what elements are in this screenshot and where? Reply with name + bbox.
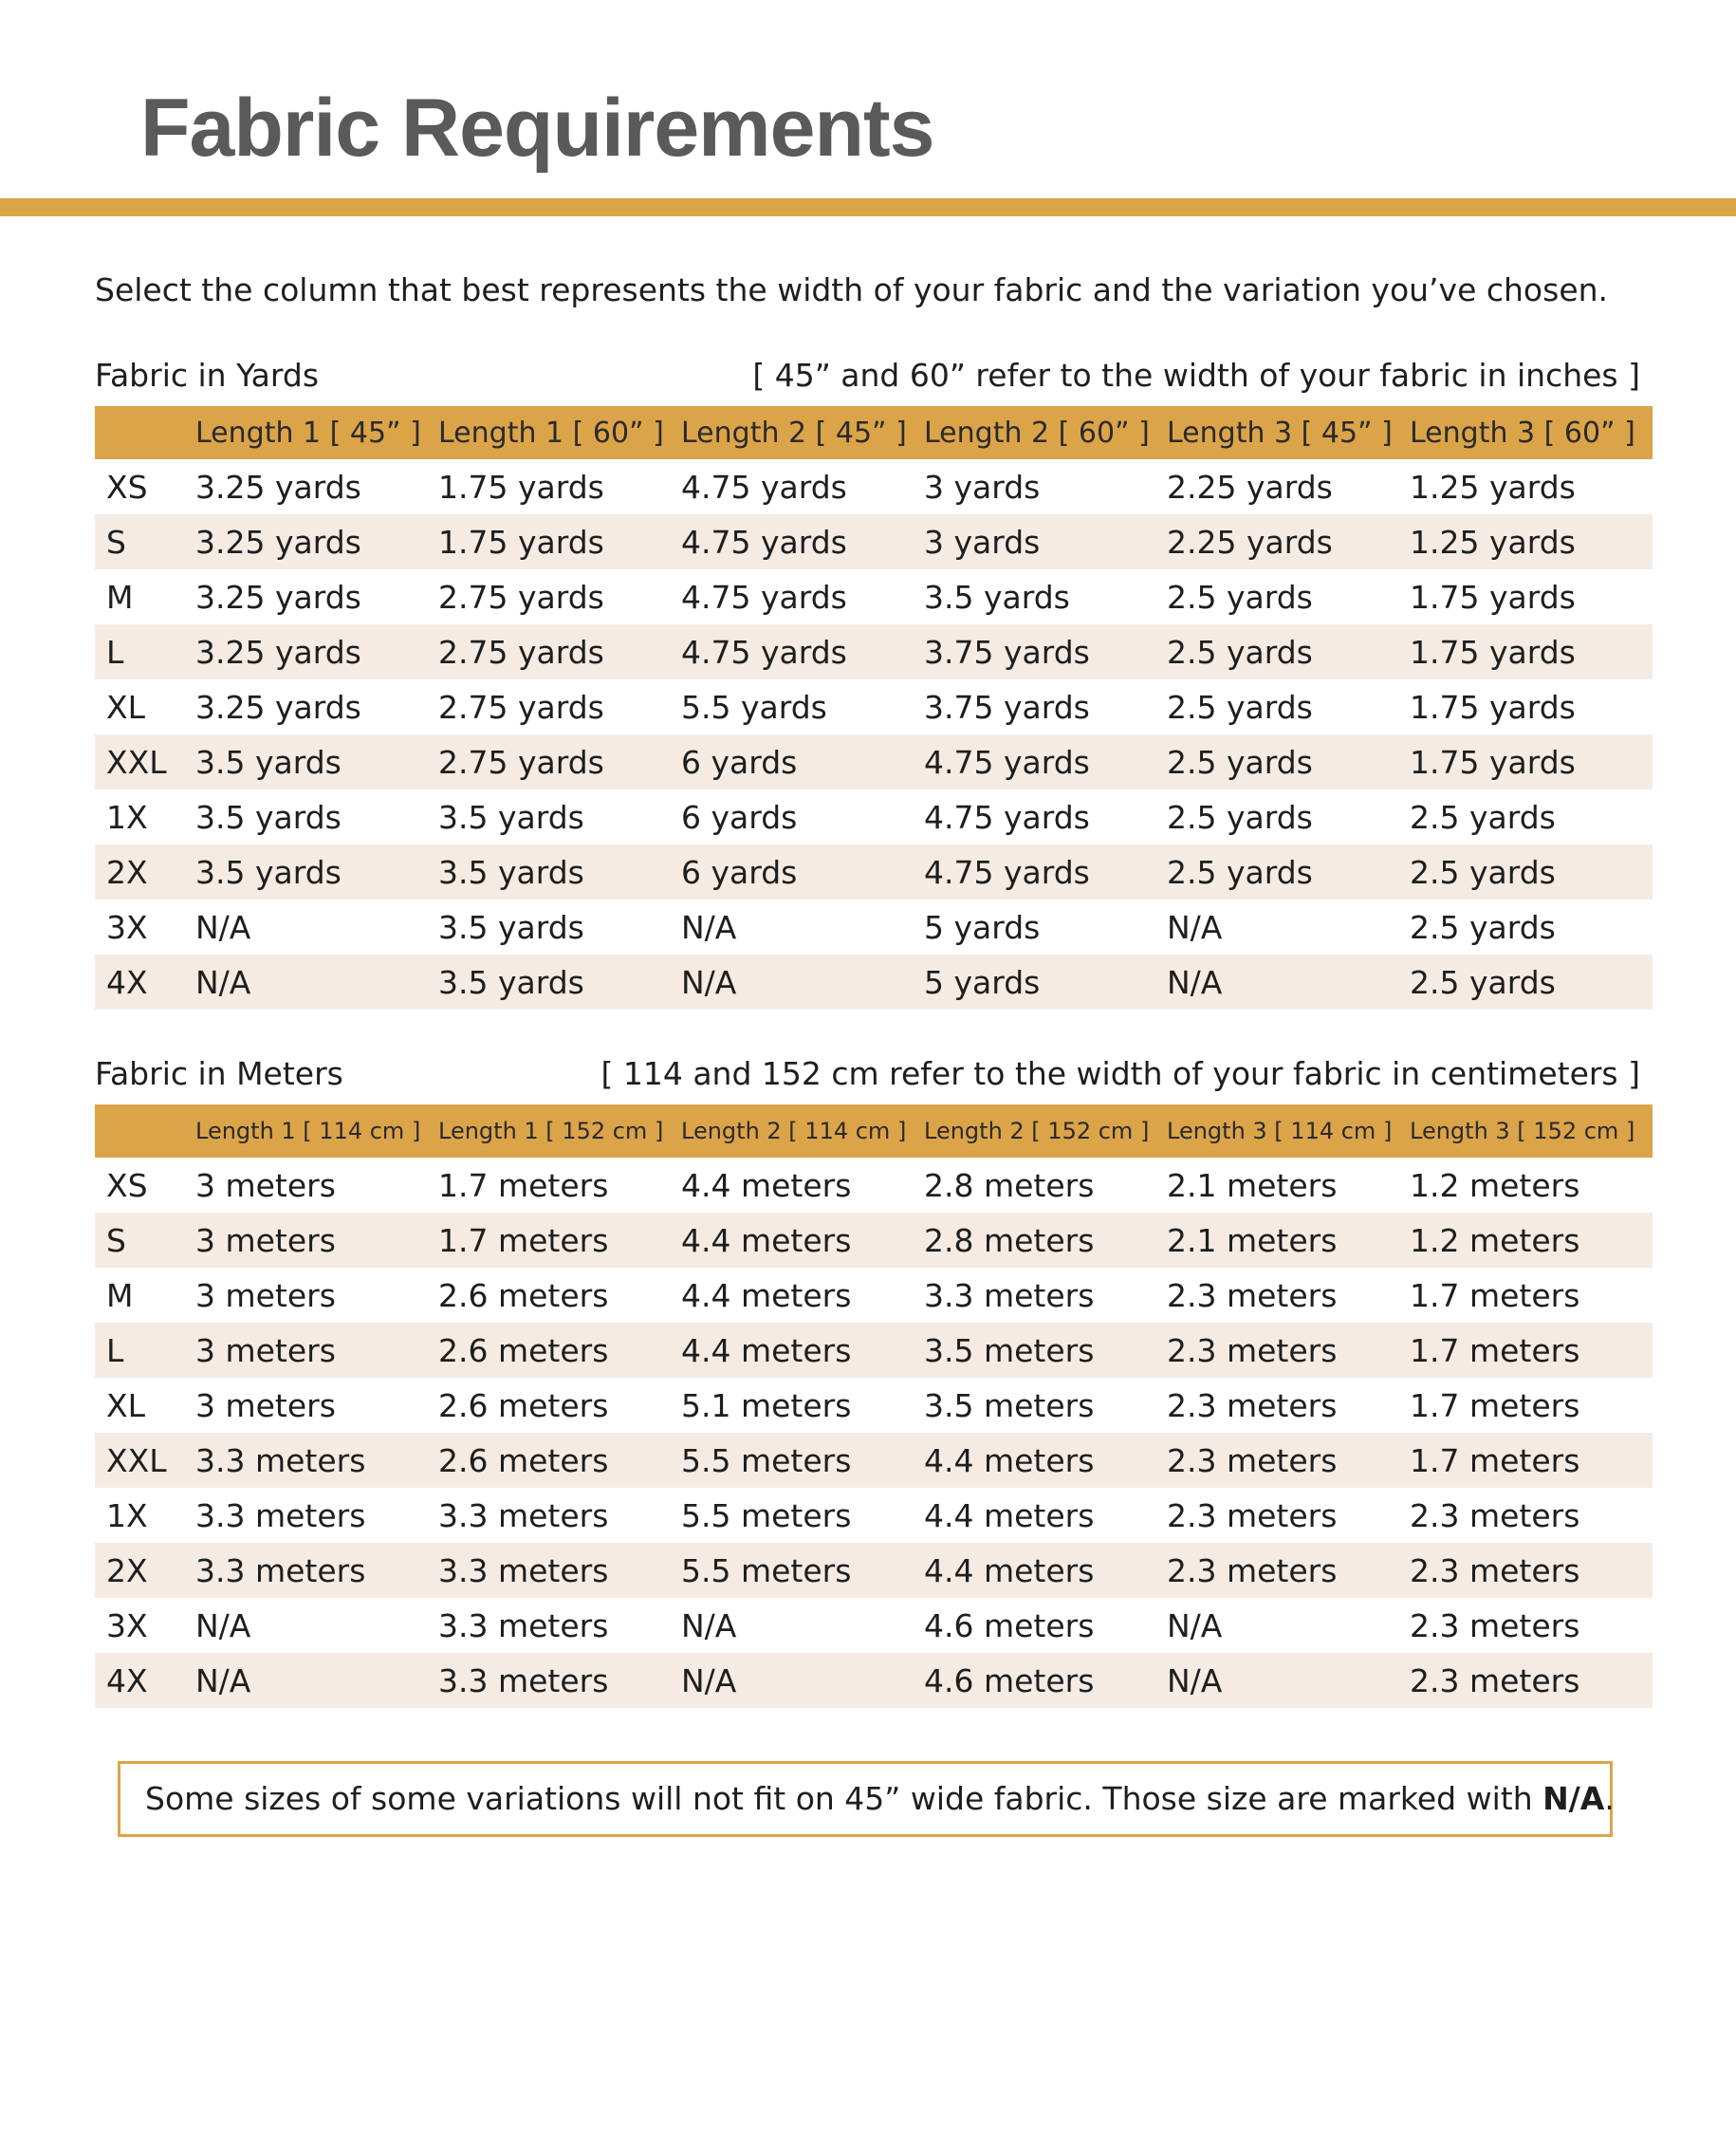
- table-row: [95, 1433, 1653, 1488]
- value-cell: N/A: [195, 1606, 251, 1644]
- value-cell: 1.75 yards: [1410, 688, 1576, 726]
- value-cell: 2.25 yards: [1167, 514, 1410, 569]
- table-row: [95, 844, 1653, 900]
- value-cell: 4.75 yards: [681, 468, 847, 506]
- value-cell: 4.4 meters: [681, 1323, 924, 1378]
- value-cell: 2.6 meters: [438, 1433, 681, 1488]
- value-cell: 3 meters: [195, 1276, 336, 1314]
- value-cell: 4.75 yards: [924, 734, 1167, 789]
- value-cell: 1.75 yards: [1410, 624, 1653, 679]
- value-cell: 2.5 yards: [1167, 734, 1410, 789]
- value-cell: 2.3 meters: [1167, 1543, 1410, 1598]
- value-cell: 4.75 yards: [681, 578, 847, 616]
- value-cell: 4.75 yards: [681, 624, 924, 679]
- value-cell: 2.3 meters: [1410, 1496, 1580, 1534]
- value-cell: 2.3 meters: [1410, 1606, 1580, 1644]
- value-cell: N/A: [195, 908, 251, 946]
- value-cell: 2.1 meters: [1167, 1166, 1338, 1204]
- column-header: Length 3 [ 60” ]: [1410, 406, 1653, 459]
- value-cell: 3.5 yards: [195, 798, 342, 836]
- value-cell: 3.5 yards: [438, 955, 681, 1010]
- notice-emphasis: N/A: [1542, 1780, 1605, 1817]
- column-header: Length 3 [ 45” ]: [1167, 406, 1410, 459]
- value-cell: 2.6 meters: [438, 1386, 609, 1424]
- value-cell: 2.5 yards: [1410, 844, 1653, 900]
- table-row: [95, 1323, 1653, 1378]
- value-cell: 3.5 yards: [924, 578, 1070, 616]
- table-row: [95, 624, 1653, 679]
- size-cell: S: [95, 1213, 195, 1268]
- table-row: [95, 1378, 1653, 1433]
- value-cell: 1.2 meters: [1410, 1213, 1653, 1268]
- value-cell: 3.3 meters: [438, 1606, 609, 1644]
- meters-header: [95, 1053, 1640, 1095]
- value-cell: 3.3 meters: [438, 1496, 609, 1534]
- value-cell: N/A: [195, 955, 438, 1010]
- column-header: Length 1 [ 152 cm ]: [438, 1104, 681, 1158]
- table-row: [95, 1213, 1653, 1268]
- size-cell: 1X: [106, 1496, 148, 1534]
- value-cell: 6 yards: [681, 798, 798, 836]
- value-cell: 3 yards: [924, 514, 1167, 569]
- value-cell: 2.6 meters: [438, 1276, 609, 1314]
- value-cell: 1.75 yards: [1410, 578, 1576, 616]
- value-cell: 3 meters: [195, 1166, 336, 1204]
- column-header: Length 2 [ 45” ]: [681, 406, 924, 459]
- notice-text: Some sizes of some variations will not fit on 45” wide fabric. Those size are marked with: [145, 1780, 1543, 1817]
- value-cell: 2.6 meters: [438, 1323, 681, 1378]
- value-cell: 2.3 meters: [1410, 1543, 1653, 1598]
- value-cell: 3.25 yards: [195, 688, 361, 726]
- value-cell: N/A: [1167, 1653, 1410, 1708]
- column-header: Length 3 [ 152 cm ]: [1410, 1104, 1653, 1158]
- meters-section: [95, 1053, 1640, 1708]
- table-row: [95, 734, 1653, 789]
- value-cell: 3.3 meters: [195, 1543, 438, 1598]
- value-cell: 4.6 meters: [924, 1606, 1095, 1644]
- value-cell: 4.4 meters: [681, 1276, 852, 1314]
- size-cell: XL: [106, 1386, 145, 1424]
- table-row: [95, 789, 1653, 844]
- table-row: [95, 1488, 1653, 1543]
- value-cell: 4.75 yards: [924, 844, 1167, 900]
- value-cell: 4.4 meters: [924, 1496, 1095, 1534]
- column-header: Length 2 [ 114 cm ]: [681, 1104, 924, 1158]
- value-cell: 2.3 meters: [1410, 1653, 1653, 1708]
- table-row: [95, 1653, 1653, 1708]
- value-cell: 4.75 yards: [681, 514, 924, 569]
- value-cell: 4.4 meters: [924, 1433, 1167, 1488]
- size-cell: 2X: [95, 1543, 195, 1598]
- page-title: Fabric Requirements: [140, 83, 934, 174]
- value-cell: 3 meters: [195, 1213, 438, 1268]
- value-cell: 5.1 meters: [681, 1386, 852, 1424]
- value-cell: 3.3 meters: [195, 1496, 366, 1534]
- value-cell: 1.2 meters: [1410, 1166, 1580, 1204]
- value-cell: 2.8 meters: [924, 1166, 1095, 1204]
- table-row: [95, 1598, 1653, 1653]
- table-header-row: [95, 406, 1653, 459]
- size-cell: M: [106, 1276, 134, 1314]
- size-column-header: [95, 1104, 195, 1158]
- value-cell: 3.5 yards: [438, 844, 681, 900]
- column-header: Length 2 [ 152 cm ]: [924, 1104, 1167, 1158]
- size-cell: XS: [106, 1166, 148, 1204]
- value-cell: 1.75 yards: [438, 514, 681, 569]
- value-cell: 2.3 meters: [1167, 1323, 1410, 1378]
- value-cell: 3.3 meters: [438, 1543, 681, 1598]
- table-row: [95, 459, 1653, 514]
- value-cell: 2.8 meters: [924, 1213, 1167, 1268]
- value-cell: 3.5 yards: [195, 734, 438, 789]
- value-cell: N/A: [681, 1653, 924, 1708]
- value-cell: 1.7 meters: [438, 1213, 681, 1268]
- size-cell: XXL: [95, 1433, 195, 1488]
- value-cell: 5 yards: [924, 908, 1041, 946]
- size-cell: 4X: [95, 1653, 195, 1708]
- value-cell: 2.5 yards: [1167, 624, 1410, 679]
- table-row: [95, 900, 1653, 955]
- value-cell: 2.75 yards: [438, 734, 681, 789]
- value-cell: 2.75 yards: [438, 624, 681, 679]
- yards-label: Fabric in Yards: [95, 357, 320, 394]
- value-cell: 3 yards: [924, 468, 1041, 506]
- value-cell: 1.7 meters: [1410, 1276, 1580, 1314]
- value-cell: N/A: [1167, 908, 1223, 946]
- value-cell: 3.25 yards: [195, 468, 361, 506]
- value-cell: 3.5 meters: [924, 1386, 1095, 1424]
- value-cell: 2.5 yards: [1410, 798, 1556, 836]
- value-cell: 2.5 yards: [1410, 955, 1653, 1010]
- table-header-row: [95, 1104, 1653, 1158]
- value-cell: 2.75 yards: [438, 578, 604, 616]
- table-row: [95, 1158, 1653, 1213]
- size-cell: 1X: [106, 798, 148, 836]
- size-cell: 4X: [95, 955, 195, 1010]
- value-cell: 3.3 meters: [924, 1276, 1095, 1314]
- size-cell: 3X: [106, 908, 148, 946]
- value-cell: 3.25 yards: [195, 578, 361, 616]
- column-header: Length 1 [ 60” ]: [438, 406, 681, 459]
- size-cell: L: [95, 1323, 195, 1378]
- value-cell: 3 meters: [195, 1386, 336, 1424]
- value-cell: 3.5 meters: [924, 1323, 1167, 1378]
- value-cell: 1.7 meters: [438, 1166, 609, 1204]
- value-cell: N/A: [681, 908, 737, 946]
- value-cell: 2.1 meters: [1167, 1213, 1410, 1268]
- value-cell: 2.3 meters: [1167, 1276, 1338, 1314]
- value-cell: 5.5 meters: [681, 1496, 852, 1534]
- value-cell: 1.25 yards: [1410, 468, 1576, 506]
- na-notice: [118, 1761, 1613, 1837]
- value-cell: 4.4 meters: [924, 1543, 1167, 1598]
- value-cell: 3.5 yards: [438, 798, 584, 836]
- column-header: Length 1 [ 45” ]: [195, 406, 438, 459]
- value-cell: 3.3 meters: [438, 1653, 681, 1708]
- value-cell: 2.3 meters: [1167, 1496, 1338, 1534]
- value-cell: 2.75 yards: [438, 688, 604, 726]
- table-row: [95, 1268, 1653, 1323]
- value-cell: N/A: [1167, 955, 1410, 1010]
- value-cell: 4.75 yards: [924, 798, 1090, 836]
- meters-label: Fabric in Meters: [95, 1055, 343, 1092]
- value-cell: 1.7 meters: [1410, 1386, 1580, 1424]
- table-row: [95, 569, 1653, 624]
- value-cell: 1.75 yards: [1410, 734, 1653, 789]
- notice-end: .: [1604, 1780, 1615, 1817]
- value-cell: 1.7 meters: [1410, 1323, 1653, 1378]
- yards-section: [95, 355, 1640, 1010]
- value-cell: 4.6 meters: [924, 1653, 1167, 1708]
- value-cell: 2.5 yards: [1410, 908, 1556, 946]
- size-cell: M: [106, 578, 134, 616]
- yards-note: [ 45” and 60” refer to the width of your fabric in inches ]: [752, 357, 1640, 394]
- size-cell: XXL: [95, 734, 195, 789]
- value-cell: 2.25 yards: [1167, 468, 1333, 506]
- value-cell: 1.7 meters: [1410, 1433, 1653, 1488]
- value-cell: N/A: [195, 1653, 438, 1708]
- value-cell: 6 yards: [681, 844, 924, 900]
- value-cell: 5.5 yards: [681, 688, 827, 726]
- table-row: [95, 1543, 1653, 1598]
- table-row: [95, 679, 1653, 734]
- value-cell: 2.5 yards: [1167, 578, 1313, 616]
- column-header: Length 3 [ 114 cm ]: [1167, 1104, 1410, 1158]
- size-column-header: [95, 406, 195, 459]
- table-row: [95, 955, 1653, 1010]
- value-cell: 3 meters: [195, 1323, 438, 1378]
- value-cell: 2.5 yards: [1167, 844, 1410, 900]
- title-divider: [0, 198, 1736, 216]
- value-cell: 4.4 meters: [681, 1213, 924, 1268]
- value-cell: 3.75 yards: [924, 688, 1090, 726]
- value-cell: 5.5 meters: [681, 1433, 924, 1488]
- size-cell: 2X: [95, 844, 195, 900]
- column-header: Length 1 [ 114 cm ]: [195, 1104, 438, 1158]
- value-cell: N/A: [681, 955, 924, 1010]
- column-header: Length 2 [ 60” ]: [924, 406, 1167, 459]
- value-cell: 5 yards: [924, 955, 1167, 1010]
- yards-header: [95, 355, 1640, 397]
- size-cell: S: [95, 514, 195, 569]
- value-cell: 3.25 yards: [195, 514, 438, 569]
- value-cell: 3.75 yards: [924, 624, 1167, 679]
- value-cell: 2.5 yards: [1167, 798, 1313, 836]
- value-cell: 5.5 meters: [681, 1543, 924, 1598]
- value-cell: 2.5 yards: [1167, 688, 1313, 726]
- value-cell: 3.5 yards: [195, 844, 438, 900]
- value-cell: N/A: [681, 1606, 737, 1644]
- size-cell: 3X: [106, 1606, 148, 1644]
- value-cell: 3.25 yards: [195, 624, 438, 679]
- value-cell: 1.75 yards: [438, 468, 604, 506]
- value-cell: 1.25 yards: [1410, 514, 1653, 569]
- yards-table: [95, 406, 1653, 1010]
- value-cell: 3.5 yards: [438, 908, 584, 946]
- size-cell: L: [95, 624, 195, 679]
- value-cell: 2.3 meters: [1167, 1433, 1410, 1488]
- intro-text: Select the column that best represents the width of your fabric and the variation you’ve chosen.: [95, 271, 1609, 308]
- value-cell: 3.3 meters: [195, 1433, 438, 1488]
- size-cell: XS: [106, 468, 148, 506]
- value-cell: 6 yards: [681, 734, 924, 789]
- value-cell: N/A: [1167, 1606, 1223, 1644]
- size-cell: XL: [106, 688, 145, 726]
- table-row: [95, 514, 1653, 569]
- meters-table: [95, 1104, 1653, 1708]
- value-cell: 4.4 meters: [681, 1166, 852, 1204]
- value-cell: 2.3 meters: [1167, 1386, 1338, 1424]
- meters-note: [ 114 and 152 cm refer to the width of your fabric in centimeters ]: [600, 1055, 1640, 1092]
